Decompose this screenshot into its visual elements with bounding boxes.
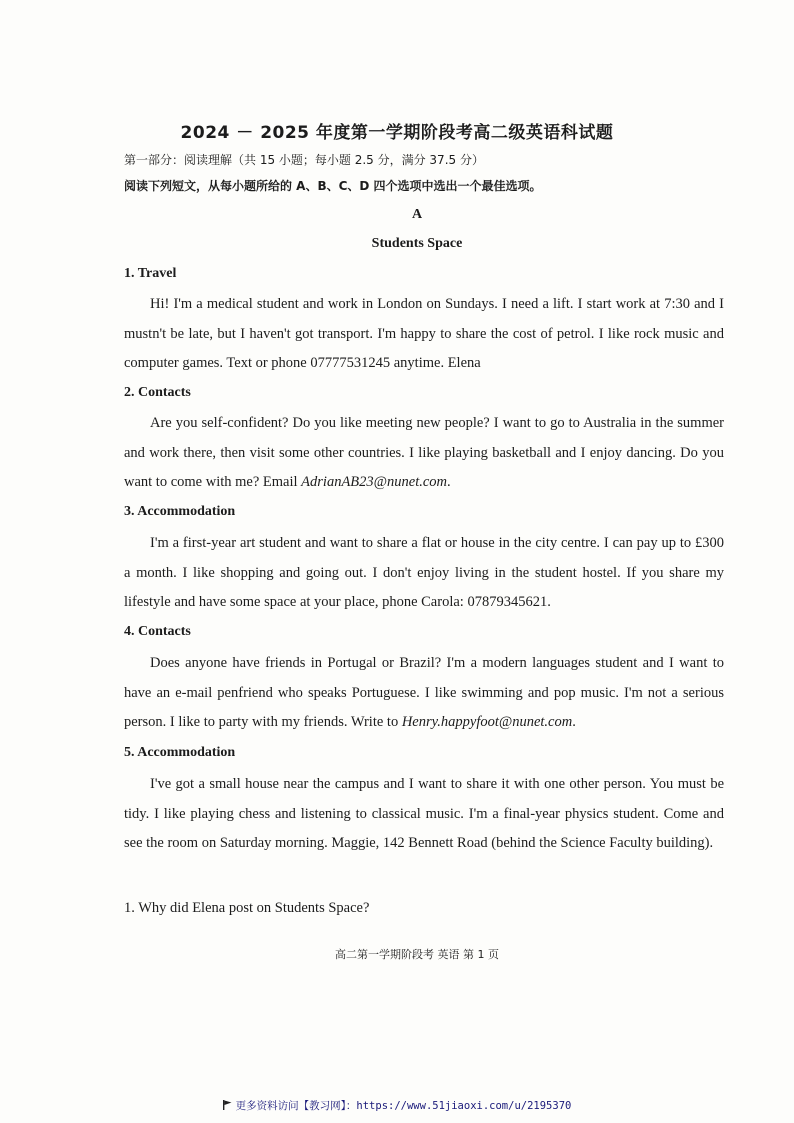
section-title: Students Space xyxy=(371,236,463,251)
ad-text-contacts-1: Are you self-confident? Do you like meeting new people? I want to go to Australia in the summer and work there, then visit some other countries. I like playing basketball and I enjoy dancing. Do you want to come with me? Email AdrianAB23@nunet.com. xyxy=(124,415,724,490)
ad-heading-accommodation-2: 5. Accommodation xyxy=(124,745,236,760)
email-henry: Henry.happyfoot@nunet.com xyxy=(401,714,573,730)
ad-text-accommodation-1: I'm a first-year art student and want to share a flat or house in the city centre. I can pay up to £300 a month. I like shopping and going out. I don't enjoy living in the student hostel. If you share my lifestyle and have some space at your place, phone Carola: 07879345621. xyxy=(124,535,724,610)
flag-icon xyxy=(223,1100,232,1110)
ad-heading-travel: 1. Travel xyxy=(124,266,177,281)
resource-link[interactable]: 更多资料访问【教习网】：https://www.51jiaoxi.com/u/2195370 xyxy=(0,1098,794,1113)
ad-text-contacts-2: Does anyone have friends in Portugal or Brazil? I'm a modern languages student and I want to have an e-mail penfriend who speaks Portuguese. I like swimming and pop music. I'm not a serious person. I like to party with my friends. Write to Henry.happyfoot@nunet.com. xyxy=(124,655,724,730)
part-header: 第一部分：阅读理解（共 15 小题；每小题 2.5 分，满分 37.5 分） xyxy=(124,153,484,167)
question-1: 1. Why did Elena post on Students Space? xyxy=(124,900,370,916)
ad-heading-contacts-1: 2. Contacts xyxy=(124,385,191,400)
instruction: 阅读下列短文，从每小题所给的 A、B、C、D 四个选项中选出一个最佳选项。 xyxy=(124,179,542,193)
ad-heading-contacts-2: 4. Contacts xyxy=(124,624,191,639)
ad-text-travel: Hi! I'm a medical student and work in London on Sundays. I need a lift. I start work at 7:30 and I mustn't be late, but I haven't got transport. I'm happy to share the cost of petrol. I like rock music and computer games. Text or phone 07777531245 anytime. Elena xyxy=(124,296,724,371)
ad-heading-accommodation-1: 3. Accommodation xyxy=(124,504,236,519)
email-adrian: AdrianAB23@nunet.com xyxy=(301,474,448,490)
ad-text-accommodation-2: I've got a small house near the campus and I want to share it with one other person. You must be tidy. I like playing chess and listening to classical music. I'm a final-year physics student. Come and see the room on Saturday morning. Maggie, 142 Bennett Road (behind the Science Faculty building). xyxy=(124,776,724,851)
page-footer: 高二第一学期阶段考 英语 第 1 页 xyxy=(335,948,499,961)
exam-title: 2024 － 2025 年度第一学期阶段考高二级英语科试题 xyxy=(180,123,614,143)
section-letter: A xyxy=(411,207,423,222)
